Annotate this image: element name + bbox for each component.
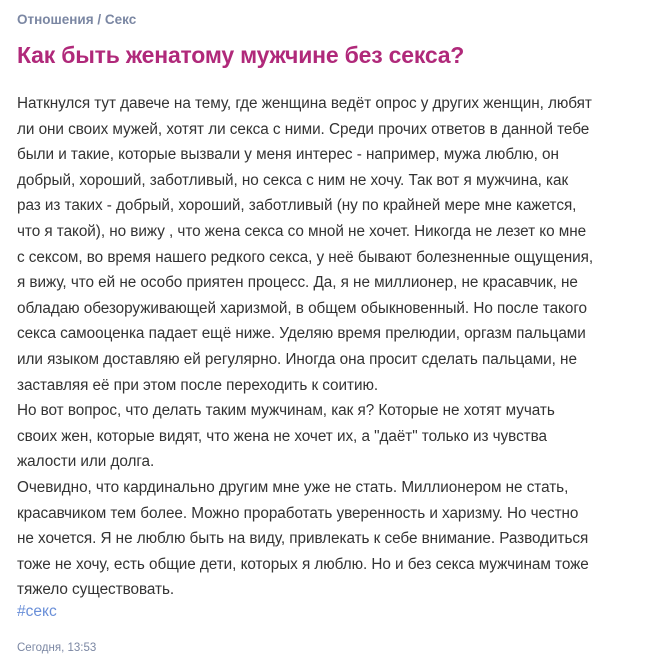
body-line: секса самооценка падает ещё ниже. Уделяю время прелюдии, оргазм пальцами [17, 325, 586, 343]
breadcrumb [17, 12, 136, 27]
body-line: или языком доставляю ей регулярно. Иногда она просит сделать пальцами, не [17, 350, 577, 368]
body-line: обладаю обезоруживающей харизмой, в общем обыкновенный. Но после такого [17, 299, 587, 317]
post-timestamp: Сегодня, 13:53 [17, 642, 97, 654]
body-line: что я такой), но вижу , что жена секса со мной не хочет. Никогда не лезет ко мне [17, 222, 587, 240]
body-line: заставляя её при этом после переходить к соитию. [17, 376, 379, 394]
body-line: Но вот вопрос, что делать таким мужчинам, как я? Которые не хотят мучать [17, 402, 555, 420]
breadcrumb-current-link[interactable]: Секс [104, 12, 137, 27]
post-body [17, 91, 593, 603]
hashtag-link[interactable]: #секс [17, 603, 57, 620]
body-line: своих жен, которые видят, что жена не хочет их, а "даёт" только из чувства [17, 427, 547, 445]
body-line: с сексом, во время нашего редкого секса, у неё бывают болезненные ощущения, [17, 248, 594, 266]
body-line: тяжело существовать. [17, 581, 175, 599]
body-line: красавчиком тем более. Можно проработать уверенность и харизму. Но честно [17, 504, 579, 522]
body-line: Наткнулся тут давече на тему, где женщина ведёт опрос у других женщин, любят [17, 95, 592, 112]
breadcrumb-separator: / [93, 12, 105, 27]
body-line: ли они своих мужей, хотят ли секса с ними. Среди прочих ответов в данной тебе [17, 120, 590, 138]
page-title: Как быть женатому мужчине без секса? [17, 42, 465, 68]
body-line: добрый, хороший, заботливый, но секса с ним не хочу. Так вот я мужчина, как [17, 171, 569, 189]
body-line: я вижу, что ей не особо приятен процесс. Да, я не миллионер, не красавчик, не [17, 274, 578, 292]
body-line: тоже не хочу, есть общие дети, которых я люблю. Но и без секса мужчинам тоже [17, 555, 589, 573]
body-line: были и такие, которые вызвали у меня интерес - например, мужа люблю, он [17, 146, 559, 164]
body-line: жалости или долга. [17, 453, 155, 471]
body-line: раз из таких - добрый, хороший, заботливый (ну по крайней мере мне кажется, [17, 197, 577, 215]
breadcrumb-parent-link[interactable]: Отношения [17, 12, 94, 27]
body-line: не хочется. Я не люблю быть на виду, привлекать к себе внимание. Разводиться [17, 530, 589, 548]
body-line: Очевидно, что кардинально другим мне уже не стать. Миллионером не стать, [17, 478, 569, 496]
